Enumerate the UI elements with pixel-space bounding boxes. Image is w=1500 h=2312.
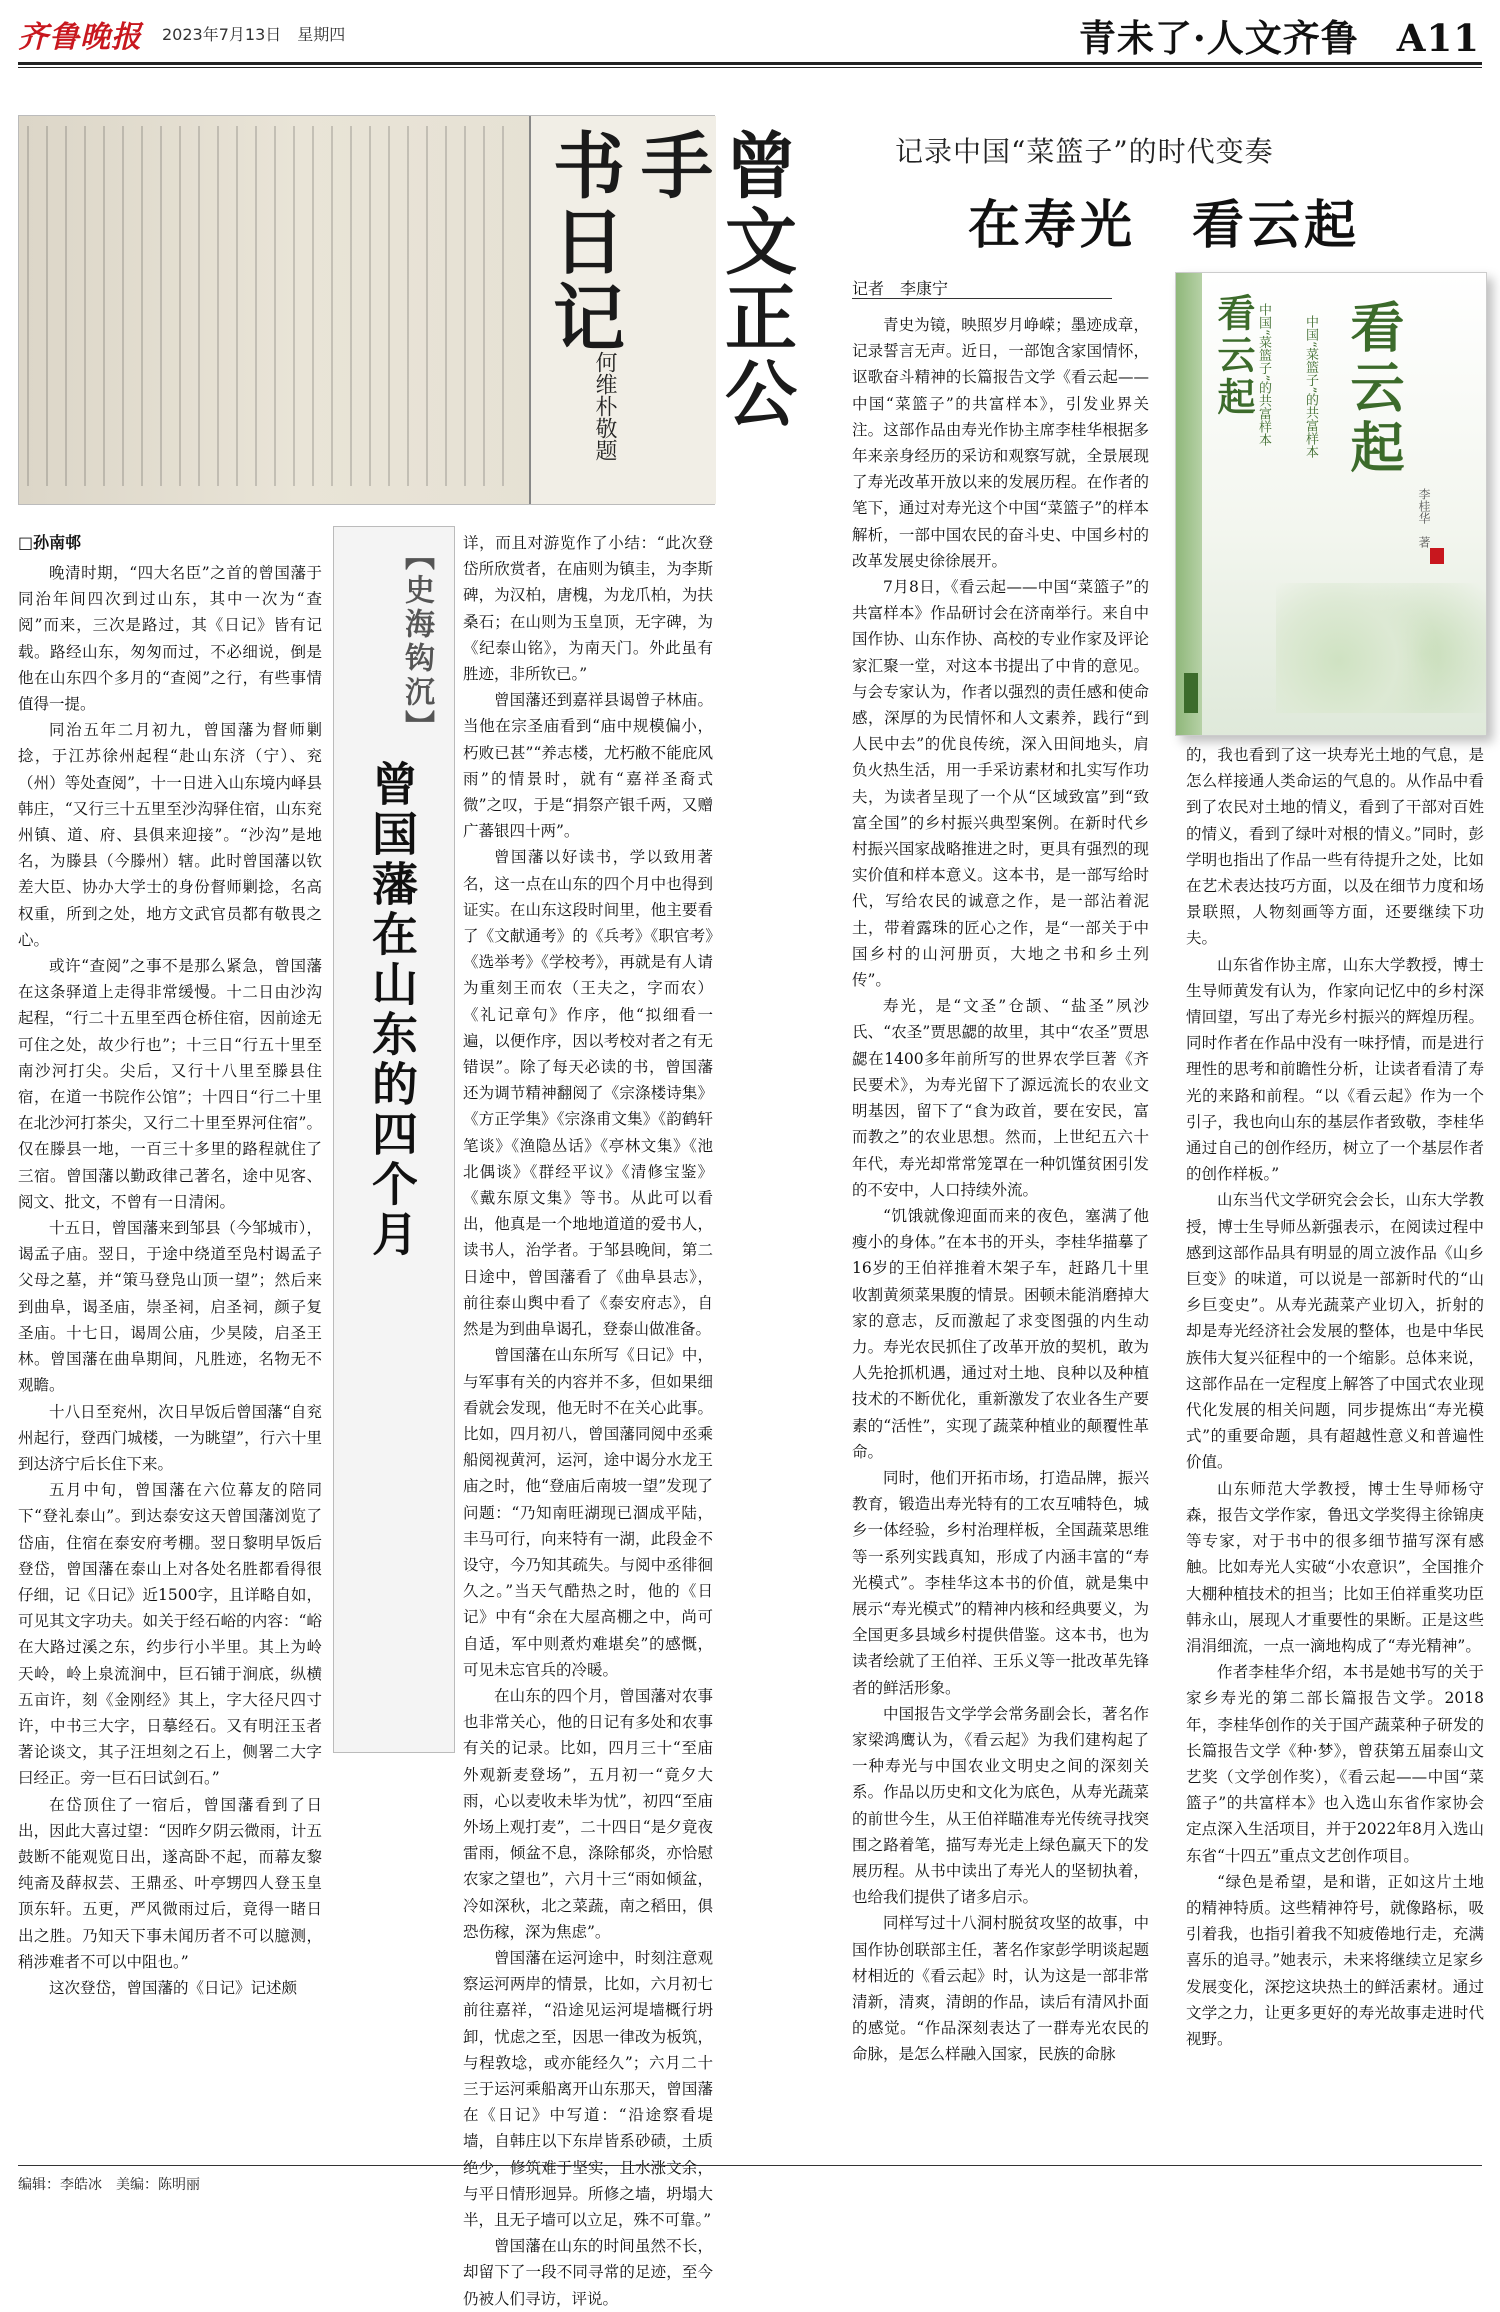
column-tag: 【史海钩沉】 [399,540,434,744]
right-byline: 记者 李康宁 [852,279,949,298]
calligraphy-signature: 何维朴敬题 [592,351,617,461]
right-article-col-2 [1186,742,1484,2157]
paragraph: 曾国藩还到嘉祥县谒曾子林庙。当他在宗圣庙看到“庙中规模偏小，朽败已甚”“养志楼，尤朽敝不能庇风雨”的情景时，就有“嘉祥圣裔式微”之叹，于是“捐祭产银千两，又赠广蕃银四十两”。 [463,691,713,841]
paragraph: 中国报告文学学会常务副会长，著名作家梁鸿鹰认为，《看云起》为我们建构起了一种寿光与中国农业文明史之间的深刻关系。作品以历史和文化为底色，从寿光蔬菜的前世今生，从王伯祥瞄准寿光传统寻找突围之路着笔，描写寿光走上绿色赢天下的发展历程。从书中读出了寿光人的坚韧执着，也给我们提供了诸多启示。 [852,1704,1149,1907]
footer-rule [18,2165,1482,2166]
paragraph: 这次登岱，曾国藩的《日记》记述颇 [49,1978,298,1997]
book-spine-title: 看云起 [1211,293,1256,419]
calligraphy-line-2: 书日记 [541,128,626,356]
calligraphy-panel [529,116,798,504]
publisher-mark [1184,673,1198,713]
editor-credits: 编辑：李皓冰 美编：陈明丽 [18,2177,200,2193]
red-seal [1430,548,1444,564]
paragraph: 曾国藩在山东所写《日记》中，与军事有关的内容并不多，但如果细看就会发现，他无时不在关心此事。比如，四月初八，曾国藩同阅中丞乘船阅视黄河，运河，途中谒分水龙王庙之时，他“登庙后南坡一望”发现了问题：“乃知南旺湖现已涸成平陆，丰马可行，向来特有一湖，此段金不设守，今乃知其疏失。与阅中丞徘徊久之。”当天气酷热之时，他的《日记》中有“余在大屋高棚之中，尚可自适，军中则煮灼难堪矣”的感慨，可见未忘官兵的冷暖。 [463,1346,713,1679]
left-article-col-1 [18,560,322,2160]
paragraph: 作者李桂华介绍，本书是她书写的关于家乡寿光的第二部长篇报告文学。2018年，李桂华创作的关于国产蔬菜种子研发的长篇报告文学《种·梦》，曾获第五届泰山文艺奖（文学创作奖），《看云起——中国“菜篮子”的共富样本》也入选山东省作家协会定点深入生活项目，并于2022年8月入选山东省“十四五”重点文艺创作项目。 [1186,1663,1484,1865]
paragraph: 山东师范大学教授，博士生导师杨守森，报告文学作家，鲁迅文学奖得主徐锦庚等专家，对于书中的很多细节描写深有感触。比如寿光人实破“小农意识”，全国推介大棚种植技术的担当；比如王伯祥重奖功臣韩永山，展现人才重要性的果断。正是这些涓涓细流，一点一滴地构成了“寿光精神”。 [1186,1479,1484,1655]
paragraph: 五月中旬，曾国藩在六位幕友的陪同下“登礼泰山”。到达泰安这天曾国藩浏览了岱庙，住宿在泰安府考棚。翌日黎明早饭后登岱，曾国藩在泰山上对各处名胜都看得很仔细，记《日记》近1500字，且详略自如，可见其文字功夫。如关于经石峪的内容：“峪在大路过溪之东，约步行小半里。其上为岭天岭，岭上泉流涧中，巨石铺于涧底，纵横五亩许，刻《金刚经》其上，字大径尺四寸许，中书三大字，日摹经石。又有明汪玉者著论谈文，其子汪坦刻之石上，侧署二大字曰经正。旁一巨石曰试剑石。” [18,1481,322,1788]
paragraph: 的，我也看到了这一块寿光土地的气息，是怎么样接通人类命运的气息的。从作品中看到了农民对土地的情义，看到了干部对百姓的情义，看到了绿叶对根的情义。”同时，彭学明也指出了作品一些有待提升之处，比如在艺术表达技巧方面，以及在细节力度和场景联照，人物刻画等方面，还要继续下功夫。 [1186,746,1484,948]
manuscript-columns [27,126,517,486]
issue-date: 2023年7月13日 星期四 [162,25,346,44]
paragraph: 详，而且对游览作了小结：“此次登岱所欣赏者，在庙则为镇圭，为李斯碑，为汉柏，唐槐，为龙爪柏，为扶桑石；在山则为玉皇顶，无字碑，为《纪泰山铭》，为南天门。外此虽有胜迹，非所钦已。” [463,534,713,684]
calligraphy-line-1: 曾文正公手 [629,128,798,432]
byline-rule [852,298,1112,299]
paragraph: 在山东的四个月，曾国藩对农事也非常关心，他的日记有多处和农事有关的记录。比如，四月三十“至庙外观新麦登场”，五月初一“竟夕大雨，心以麦收未毕为忧”，初四“至庙外场上观打麦”，二十四日“是夕竟夜雷雨，倾盆不息，涤除郁炎，亦恰慰农家之望也”，六月十三“雨如倾盆，冷如深秋，北之菜蔬，南之稻田，俱恐伤稼，深为焦虑”。 [463,1686,713,1941]
book-cover-subtitle: 中国“菜篮子”的共富样本 [1303,315,1318,459]
book-author: 李桂华 著 [1417,488,1431,548]
right-article-kicker: 记录中国“菜篮子”的时代变奏 [895,135,1274,168]
paragraph: 曾国藩以好读书，学以致用著名，这一点在山东的四个月中也得到证实。在山东这段时间里，他主要看了《文献通考》的《兵考》《职官考》《选举考》《学校考》，再就是有人请为重刻王而农（王夫之，字而农）《礼记章句》作序，他“拟细看一遍，以便作序，因以考校对者之有无错误”。除了每天必读的书，曾国藩还为调节精神翻阅了《宗涤楼诗集》《方正学集》《宗涤甫文集》《韵鹤轩笔谈》《渔隐丛话》《亭林文集》《池北偶谈》《群经平议》《清修宝鉴》《戴东原文集》等书。从此可以看出，他真是一个地地道道的爱书人，读书人，治学者。于邹县晚间，第二日途中，曾国藩看了《曲阜县志》，前往泰山舆中看了《泰安府志》，自然是为到曲阜谒孔，登泰山做准备。 [463,848,713,1339]
paragraph: 晚清时期，“四大名臣”之首的曾国藩于同治年间四次到过山东，其中一次为“查阅”而来，三次是路过，其《日记》皆有记载。路经山东，匆匆而过，不必细说，倒是他在山东四个多月的“查阅”之行，有些事情值得一提。 [18,564,322,714]
paragraph: 同时，他们开拓市场，打造品牌，振兴教育，锻造出寿光特有的工农互哺特色，城乡一体经验，乡村治理样板，全国蔬菜思维等一系列实践真知，形成了内涵丰富的“寿光模式”。李桂华这本书的价值，就是集中展示“寿光模式”的精神内核和经典要义，为全国更多县域乡村提供借鉴。这本书，也为读者绘就了王伯祥、王乐义等一批改革先锋者的鲜活形象。 [852,1468,1149,1697]
paragraph: 山东省作协主席，山东大学教授，博士生导师黄发有认为，作家向记忆中的乡村深情回望，写出了寿光乡村振兴的辉煌历程。同时作者在作品中没有一味抒情，而是进行理性的思考和前瞻性分析，让读者看清了寿光的来路和前程。“以《看云起》作为一个引子，我也向山东的基层作者致敬，李桂华通过自己的创作经历，树立了一个基层作者的创作样板。” [1186,955,1484,1184]
masthead-rule-thin [18,67,1482,68]
right-article-col-1 [852,312,1149,2157]
paragraph: 在岱顶住了一宿后，曾国藩看到了日出，因此大喜过望：“因昨夕阴云微雨，计五鼓断不能观览日出，遂高卧不起，而幕友黎纯斋及薛叔芸、王鼎丞、叶亭甥四人登玉皇顶东轩。五更，严风微雨过后，竟得一睹日出之胜。乃知天下事未闻历者不可以臆测，稍涉难者不可以中阻也。” [18,1795,322,1971]
right-article-headline: 在寿光 看云起 [968,195,1361,256]
paragraph: 山东当代文学研究会会长，山东大学教授，博士生导师丛新强表示，在阅读过程中感到这部作品具有明显的周立波作品《山乡巨变》的味道，可以说是一部新时代的“山乡巨变史”。从寿光蔬菜产业切入，折射的却是寿光经济社会发展的整体，也是中华民族伟大复兴征程中的一个缩影。总体来说，这部作品在一定程度上解答了中国式农业现代化发展的相关问题，同步提炼出“寿光模式”的重要命题，具有超越性意义和普遍性价值。 [1186,1191,1484,1472]
paragraph: 或许“查阅”之事不是那么紧急，曾国藩在这条驿道上走得非常缓慢。十二日由沙沟起程，“行二十五里至西仓桥住宿，因前途无可住之处，故少行也”；十三日“行五十里至南沙河打尖。尖后，又行十八里至滕县住宿，在道一书院作公馆”；十四日“行二十里在北沙河打茶尖，又行二十里至界河住宿”。仅在滕县一地，一百三十多里的路程就住了三宿。曾国藩以勤政律己著名，途中见客、阅文、批文，不曾有一日清闲。 [18,957,322,1211]
paragraph: 寿光，是“文圣”仓颉、“盐圣”夙沙氏、“农圣”贾思勰的故里，其中“农圣”贾思勰在1400多年前所写的世界农学巨著《齐民要术》，为寿光留下了源远流长的农业文明基因，留下了“食为政首，要在安民，富而教之”的农业思想。然而，上世纪五六十年代，寿光却常常笼罩在一种饥馑贫困引发的不安中，人口持续外流。 [852,997,1149,1199]
paragraph: 十八日至兖州，次日早饭后曾国藩“自兖州起行，登西门城楼，一为眺望”，行六十里到达济宁后长住下来。 [18,1402,322,1473]
left-byline: □孙南邨 [18,533,82,552]
paragraph: “饥饿就像迎面而来的夜色，塞满了他瘦小的身体。”在本书的开头，李桂华描摹了16岁的王伯祥推着木架子车，赶路几十里收割黄须菜果腹的情景。困顿未能消磨掉大家的意志，反而激起了求变图强的内生动力。寿光农民抓住了改革开放的契机，敢为人先抢抓机遇，通过对土地、良种以及种植技术的不断优化，重新激发了农业各生产要素的“活性”，实现了蔬菜种植业的颠覆性革命。 [852,1206,1149,1461]
paragraph: 青史为镜，映照岁月峥嵘；墨迹成章，记录誓言无声。近日，一部饱含家国情怀，讴歌奋斗精神的长篇报告文学《看云起——中国“菜篮子”的共富样本》，引发业界关注。这部作品由寿光作协主席李桂华根据多年来亲身经历的采访和观察写就，全景展现了寿光改革开放以来的发展历程。在作者的笔下，通过对寿光这个中国“菜篮子”的样本解析，一部中国农民的奋斗史、中国乡村的改革发展史徐徐展开。 [852,316,1149,570]
paragraph: 同样写过十八洞村脱贫攻坚的故事，中国作协创联部主任，著名作家彭学明谈起题材相近的《看云起》时，认为这是一部非常清新，清爽，清朗的作品，读后有清风扑面的感觉。“作品深刻表达了一群寿光农民的命脉，是怎么样融入国家，民族的命脉 [852,1914,1149,2064]
diary-photo [18,115,798,505]
paragraph: 曾国藩在山东的时间虽然不长，却留下了一段不同寻常的足迹，至今仍被人们寻访，评说。 [463,2237,713,2308]
newspaper-logo: 齐鲁晚报 [18,20,142,55]
paragraph: 7月8日，《看云起——中国“菜篮子”的共富样本》作品研讨会在济南举行。来自中国作协、山东作协、高校的专业作家及评论家汇聚一堂，对这本书提出了中肯的意见。与会专家认为，作者以强烈的责任感和使命感，深厚的为民情怀和人文素养，践行“到人民中去”的优良传统，深入田间地头，肩负火热生活，用一手采访素材和扎实写作功夫，为读者呈现了一个从“区域致富”到“致富全国”的乡村振兴典型案例。在新时代乡村振兴国家战略推进之时，更具有强烈的现实价值和样本意义。这本书，是一部写给时代，写给农民的诚意之作，是一部沾着泥土，带着露珠的匠心之作，是“一部关于中国乡村的山河册页，大地之书和乡土列传”。 [852,578,1149,990]
book-spine [1176,273,1202,735]
paragraph: “绿色是希望，是和谐，正如这片土地的精神特质。这些精神符号，就像路标，吸引着我，也指引着我不知疲倦地行走，充满喜乐的追寻。”她表示，未来将继续立足家乡发展变化，深挖这块热土的鲜活素材。通过文学之力，让更多更好的寿光故事走进时代视野。 [1186,1872,1484,2048]
paragraph: 曾国藩在运河途中，时刻注意观察运河两岸的情景，比如，六月初七前往嘉祥，“沿途见运河堤墙概行坍卸，忧虑之至，因思一律改为板筑，与程敦埝，或亦能经久”；六月二十三于运河乘船离开山东那天，曾国藩在《日记》中写道：“沿途察看堤墙，自韩庄以下东岸皆系砂碛，土质绝少，修筑难于坚实，且水涨文余，与平日情形迥异。所修之墙，坍塌大半，且无子墙可以立足，殊不可靠。” [463,1948,713,2229]
section-title: 青未了·人文齐鲁 A11 [1078,16,1480,60]
masthead-rule [18,62,1482,65]
left-article-title: 曾国藩在山东的四个月 [365,760,419,1260]
paragraph: 同治五年二月初九，曾国藩为督师剿捻，于江苏徐州起程“赴山东济（宁）、兖（州）等处查阅”，十一日进入山东境内峄县韩庄，“又行三十五里至沙沟驿住宿，山东兖州镇、道、府、县俱来迎接”。“沙沟”是地名，为滕县（今滕州）辖。此时曾国藩以钦差大臣、协办大学士的身份督师剿捻，名高权重，所到之处，地方文武官员都有敬畏之心。 [18,721,322,949]
book-cover [1175,272,1487,736]
paragraph: 十五日，曾国藩来到邹县（今邹城市），谒孟子庙。翌日，于途中绕道至凫村谒孟子父母之墓，并“策马登凫山顶一望”；然后来到曲阜，谒圣庙，崇圣祠，启圣祠，颜子复圣庙。十七日，谒周公庙，少昊陵，启圣王林。曾国藩在曲阜期间，凡胜迹，名物无不观瞻。 [18,1219,322,1395]
book-cover-title: 看云起 [1342,299,1406,479]
book-spine-subtitle: 中国“菜篮子”的共富样本 [1256,303,1271,447]
left-article-col-2 [463,530,713,2308]
vegetable-illustration [1276,583,1486,713]
